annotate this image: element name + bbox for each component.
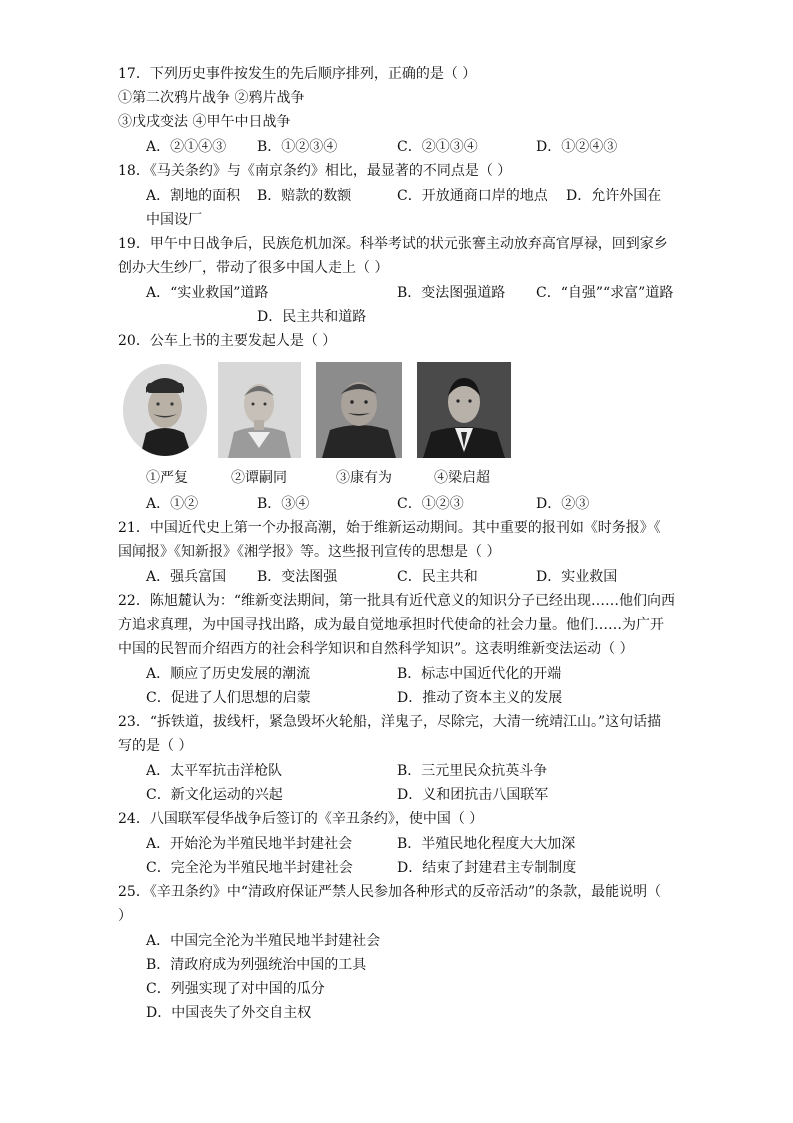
q18-option-d-cont: 中国设厂: [146, 212, 202, 228]
q22-option-c[interactable]: C．促进了人们思想的启蒙: [146, 690, 311, 706]
q17-events-line1: ①第二次鸦片战争 ②鸦片战争: [118, 90, 305, 106]
q18-option-c[interactable]: C．开放通商口岸的地点: [397, 188, 548, 204]
q24-stem: 24．八国联军侵华战争后签订的《辛丑条约》，使中国（ ）: [118, 811, 484, 827]
q20-caption-3: ③康有为: [336, 470, 392, 486]
q25-option-b[interactable]: B．清政府成为列强统治中国的工具: [146, 957, 367, 973]
q20-caption-2: ②谭嗣同: [231, 470, 287, 486]
q23-option-c[interactable]: C．新文化运动的兴起: [146, 787, 283, 803]
q17-option-b[interactable]: B．①②③④: [257, 139, 338, 155]
q17-events-line2: ③戊戌变法 ④甲午中日战争: [118, 114, 291, 130]
q25-option-d[interactable]: D．中国丧失了外交自主权: [146, 1005, 312, 1021]
q23-option-b[interactable]: B．三元里民众抗英斗争: [397, 763, 548, 779]
q24-option-b[interactable]: B．半殖民地化程度大大加深: [397, 836, 576, 852]
q22-stem-line3: 中国的民智而介绍西方的社会科学知识和自然科学知识”。这表明维新变法运动（ ）: [118, 641, 634, 657]
q19-option-a[interactable]: A．“实业救国”道路: [146, 285, 269, 301]
q21-stem-line2: 国闻报》《知新报》《湘学报》等。这些报刊宣传的思想是（ ）: [118, 544, 501, 560]
q22-stem-line2: 方追求真理，为中国寻找出路，成为最自觉地承担时代使命的社会力量。他们……为广开: [118, 617, 664, 633]
q21-option-b[interactable]: B．变法图强: [257, 569, 338, 585]
q17-stem: 17．下列历史事件按发生的先后顺序排列，正确的是（ ）: [118, 66, 477, 82]
q22-option-a[interactable]: A．顺应了历史发展的潮流: [146, 666, 311, 682]
portrait-yan-fu: [122, 363, 208, 457]
q22-option-d[interactable]: D．推动了资本主义的发展: [397, 690, 563, 706]
q19-stem-line1: 19．甲午中日战争后，民族危机加深。科举考试的状元张謇主动放弃高官厚禄，回到家乡: [118, 236, 668, 252]
q18-stem: 18．《马关条约》与《南京条约》相比，最显著的不同点是（ ）: [118, 163, 512, 179]
q21-option-d[interactable]: D．实业救国: [536, 569, 618, 585]
q23-option-a[interactable]: A．太平军抗击洋枪队: [146, 763, 283, 779]
q19-option-c[interactable]: C．“自强”“求富”道路: [536, 285, 674, 301]
q19-option-d[interactable]: D．民主共和道路: [257, 309, 367, 325]
q23-stem-line1: 23．“拆铁道，拔线杆，紧急毁坏火轮船，洋鬼子，尽除完，大清一统靖江山。”这句话描: [118, 714, 662, 730]
q24-option-d[interactable]: D．结束了封建君主专制制度: [397, 860, 577, 876]
q23-option-d[interactable]: D．义和团抗击八国联军: [397, 787, 549, 803]
q24-option-a[interactable]: A．开始沦为半殖民地半封建社会: [146, 836, 353, 852]
q21-option-a[interactable]: A．强兵富国: [146, 569, 227, 585]
q22-option-b[interactable]: B．标志中国近代化的开端: [397, 666, 562, 682]
q25-stem-line1: 25．《辛丑条约》中“清政府保证严禁人民参加各种形式的反帝活动”的条款，最能说明（: [118, 884, 662, 900]
q18-option-d[interactable]: D．允许外国在: [566, 188, 662, 204]
q25-option-c[interactable]: C．列强实现了对中国的瓜分: [146, 981, 325, 997]
q25-option-a[interactable]: A．中国完全沦为半殖民地半封建社会: [146, 933, 381, 949]
q20-option-a[interactable]: A．①②: [146, 496, 199, 512]
q20-option-c[interactable]: C．①②③: [397, 496, 464, 512]
q19-stem-line2: 创办大生纱厂，带动了很多中国人走上（ ）: [118, 260, 389, 276]
q17-option-c[interactable]: C．②①③④: [397, 139, 478, 155]
q17-option-d[interactable]: D．①②④③: [536, 139, 618, 155]
q19-option-b[interactable]: B．变法图强道路: [397, 285, 506, 301]
q20-option-b[interactable]: B．③④: [257, 496, 310, 512]
q25-stem-line2: ）: [118, 908, 132, 924]
q22-stem-line1: 22．陈旭麓认为：“维新变法期间，第一批具有近代意义的知识分子已经出现……他们向西: [118, 593, 675, 609]
q18-option-b[interactable]: B．赔款的数额: [257, 188, 352, 204]
q21-stem-line1: 21．中国近代史上第一个办报高潮，始于维新运动期间。其中重要的报刊如《时务报》《: [118, 520, 661, 536]
portrait-liang-qichao: [417, 362, 511, 458]
portrait-tan-sitong: [218, 362, 301, 458]
q23-stem-line2: 写的是（ ）: [118, 738, 193, 754]
q20-stem: 20．公车上书的主要发起人是（ ）: [118, 333, 337, 349]
q20-caption-4: ④梁启超: [434, 470, 490, 486]
portrait-kang-youwei: [316, 362, 402, 458]
q24-option-c[interactable]: C．完全沦为半殖民地半封建社会: [146, 860, 353, 876]
q18-option-a[interactable]: A．割地的面积: [146, 188, 241, 204]
q21-option-c[interactable]: C．民主共和: [397, 569, 478, 585]
q20-option-d[interactable]: D．②③: [536, 496, 590, 512]
q20-caption-1: ①严复: [146, 470, 188, 486]
q17-option-a[interactable]: A．②①④③: [146, 139, 227, 155]
